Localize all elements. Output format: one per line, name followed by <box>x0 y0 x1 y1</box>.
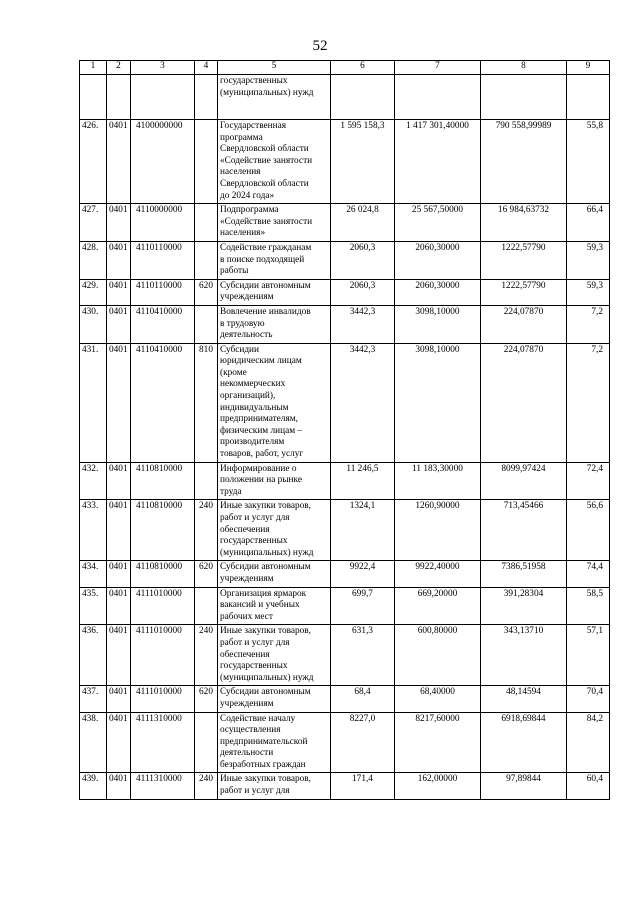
item-name: Содействие началу осуществления предпринимательской деятельности безработных граждан <box>218 712 331 773</box>
item-name: Государственная программа Свердловской области «Содействие занятости населения Свердловской области до 2024 года» <box>218 120 331 204</box>
target-article-code: 4110810000 <box>131 500 195 561</box>
table-cell <box>107 75 131 120</box>
row-number: 433. <box>80 500 107 561</box>
target-article-code: 4110410000 <box>131 343 195 462</box>
planned-amount: 2060,30000 <box>395 241 481 279</box>
execution-percent: 60,4 <box>567 773 610 799</box>
table-row <box>80 500 610 561</box>
expense-type-code: 620 <box>195 561 218 587</box>
target-article-code: 4110410000 <box>131 305 195 343</box>
item-name: Вовлечение инвалидов в трудовую деятельность <box>218 305 331 343</box>
target-article-code: 4110810000 <box>131 561 195 587</box>
page-number: 52 <box>312 38 328 54</box>
approved-amount: 2060,3 <box>331 241 395 279</box>
row-number: 428. <box>80 241 107 279</box>
approved-amount: 1 595 158,3 <box>331 120 395 204</box>
planned-amount: 1 417 301,40000 <box>395 120 481 204</box>
table-cell <box>481 75 567 120</box>
executed-amount: 343,13710 <box>481 625 567 686</box>
executed-amount: 224,07870 <box>481 343 567 462</box>
section-code: 0401 <box>107 204 131 242</box>
table-row <box>80 773 610 799</box>
approved-amount: 68,4 <box>331 686 395 712</box>
target-article-code: 4110810000 <box>131 462 195 500</box>
planned-amount: 3098,10000 <box>395 305 481 343</box>
target-article-code: 4111010000 <box>131 625 195 686</box>
budget-table <box>79 60 610 800</box>
expense-type-code <box>195 204 218 242</box>
section-code: 0401 <box>107 625 131 686</box>
approved-amount: 9922,4 <box>331 561 395 587</box>
executed-amount: 6918,69844 <box>481 712 567 773</box>
approved-amount: 171,4 <box>331 773 395 799</box>
item-name: Иные закупки товаров, работ и услуг для <box>218 773 331 799</box>
target-article-code: 4110110000 <box>131 279 195 305</box>
table-cell <box>195 75 218 120</box>
header-cell: 7 <box>395 61 481 75</box>
item-name: Информирование о положении на рынке труда <box>218 462 331 500</box>
header-cell: 5 <box>218 61 331 75</box>
row-number: 432. <box>80 462 107 500</box>
target-article-code: 4110110000 <box>131 241 195 279</box>
table-row <box>80 241 610 279</box>
planned-amount: 8217,60000 <box>395 712 481 773</box>
header-cell: 2 <box>107 61 131 75</box>
header-cell: 9 <box>567 61 610 75</box>
section-code: 0401 <box>107 305 131 343</box>
execution-percent: 56,6 <box>567 500 610 561</box>
planned-amount: 669,20000 <box>395 587 481 625</box>
target-article-code: 4111010000 <box>131 686 195 712</box>
execution-percent: 59,3 <box>567 241 610 279</box>
approved-amount: 3442,3 <box>331 305 395 343</box>
row-number: 429. <box>80 279 107 305</box>
expense-type-code: 810 <box>195 343 218 462</box>
executed-amount: 48,14594 <box>481 686 567 712</box>
execution-percent: 70,4 <box>567 686 610 712</box>
section-code: 0401 <box>107 712 131 773</box>
approved-amount: 3442,3 <box>331 343 395 462</box>
execution-percent: 72,4 <box>567 462 610 500</box>
table-row <box>80 305 610 343</box>
section-code: 0401 <box>107 561 131 587</box>
expense-type-code <box>195 120 218 204</box>
expense-type-code <box>195 462 218 500</box>
execution-percent: 74,4 <box>567 561 610 587</box>
row-number: 427. <box>80 204 107 242</box>
section-code: 0401 <box>107 120 131 204</box>
executed-amount: 391,28304 <box>481 587 567 625</box>
executed-amount: 7386,51958 <box>481 561 567 587</box>
planned-amount: 9922,40000 <box>395 561 481 587</box>
expense-type-code: 620 <box>195 686 218 712</box>
executed-amount: 97,89844 <box>481 773 567 799</box>
approved-amount: 8227,0 <box>331 712 395 773</box>
header-cell: 6 <box>331 61 395 75</box>
item-name: Субсидии автономным учреждениям <box>218 561 331 587</box>
planned-amount: 3098,10000 <box>395 343 481 462</box>
planned-amount: 2060,30000 <box>395 279 481 305</box>
table-cell <box>331 75 395 120</box>
executed-amount: 224,07870 <box>481 305 567 343</box>
executed-amount: 1222,57790 <box>481 241 567 279</box>
item-name: Субсидии автономным учреждениям <box>218 279 331 305</box>
item-name: Подпрограмма «Содействие занятости населения» <box>218 204 331 242</box>
executed-amount: 713,45466 <box>481 500 567 561</box>
table-row <box>80 120 610 204</box>
planned-amount: 25 567,50000 <box>395 204 481 242</box>
expense-type-code: 620 <box>195 279 218 305</box>
execution-percent: 84,2 <box>567 712 610 773</box>
planned-amount: 68,40000 <box>395 686 481 712</box>
table-cell <box>395 75 481 120</box>
header-cell: 4 <box>195 61 218 75</box>
section-code: 0401 <box>107 773 131 799</box>
approved-amount: 1324,1 <box>331 500 395 561</box>
row-number: 439. <box>80 773 107 799</box>
target-article-code: 4111310000 <box>131 773 195 799</box>
table-row <box>80 686 610 712</box>
target-article-code: 4100000000 <box>131 120 195 204</box>
row-number: 430. <box>80 305 107 343</box>
executed-amount: 16 984,63732 <box>481 204 567 242</box>
table-row <box>80 343 610 462</box>
section-code: 0401 <box>107 686 131 712</box>
section-code: 0401 <box>107 462 131 500</box>
planned-amount: 1260,90000 <box>395 500 481 561</box>
expense-type-code <box>195 587 218 625</box>
execution-percent: 66,4 <box>567 204 610 242</box>
approved-amount: 699,7 <box>331 587 395 625</box>
execution-percent: 7,2 <box>567 305 610 343</box>
header-cell: 8 <box>481 61 567 75</box>
planned-amount: 600,80000 <box>395 625 481 686</box>
expense-type-code <box>195 305 218 343</box>
executed-amount: 790 558,99989 <box>481 120 567 204</box>
expense-type-code: 240 <box>195 625 218 686</box>
target-article-code: 4111010000 <box>131 587 195 625</box>
row-number: 435. <box>80 587 107 625</box>
section-code: 0401 <box>107 500 131 561</box>
executed-amount: 1222,57790 <box>481 279 567 305</box>
table-row <box>80 279 610 305</box>
item-name: Содействие гражданам в поиске подходящей работы <box>218 241 331 279</box>
row-number: 436. <box>80 625 107 686</box>
item-name: Иные закупки товаров, работ и услуг для обеспечения государственных (муниципальных) нужд <box>218 500 331 561</box>
table-row <box>80 204 610 242</box>
expense-type-code: 240 <box>195 500 218 561</box>
planned-amount: 11 183,30000 <box>395 462 481 500</box>
target-article-code: 4111310000 <box>131 712 195 773</box>
execution-percent: 59,3 <box>567 279 610 305</box>
row-number: 426. <box>80 120 107 204</box>
execution-percent: 55,8 <box>567 120 610 204</box>
section-code: 0401 <box>107 587 131 625</box>
approved-amount: 2060,3 <box>331 279 395 305</box>
item-name: Организация ярмарок вакансий и учебных рабочих мест <box>218 587 331 625</box>
continuation-text: государственных (муниципальных) нужд <box>218 75 331 120</box>
header-row <box>80 61 610 75</box>
continuation-row <box>80 75 610 120</box>
execution-percent: 57,1 <box>567 625 610 686</box>
section-code: 0401 <box>107 279 131 305</box>
table-cell <box>567 75 610 120</box>
planned-amount: 162,00000 <box>395 773 481 799</box>
execution-percent: 7,2 <box>567 343 610 462</box>
row-number: 437. <box>80 686 107 712</box>
approved-amount: 631,3 <box>331 625 395 686</box>
executed-amount: 8099,97424 <box>481 462 567 500</box>
approved-amount: 26 024,8 <box>331 204 395 242</box>
table-row <box>80 561 610 587</box>
expense-type-code <box>195 241 218 279</box>
header-cell: 1 <box>80 61 107 75</box>
table-row <box>80 712 610 773</box>
row-number: 431. <box>80 343 107 462</box>
item-name: Субсидии юридическим лицам (кроме некоммерческих организаций), индивидуальным предпринимателям, физическим лицам – производителям товаров, работ, услуг <box>218 343 331 462</box>
table-row <box>80 625 610 686</box>
table-row <box>80 587 610 625</box>
expense-type-code <box>195 712 218 773</box>
section-code: 0401 <box>107 241 131 279</box>
execution-percent: 58,5 <box>567 587 610 625</box>
header-cell: 3 <box>131 61 195 75</box>
row-number: 434. <box>80 561 107 587</box>
table-row <box>80 462 610 500</box>
row-number: 438. <box>80 712 107 773</box>
table-cell <box>131 75 195 120</box>
target-article-code: 4110000000 <box>131 204 195 242</box>
section-code: 0401 <box>107 343 131 462</box>
item-name: Иные закупки товаров, работ и услуг для обеспечения государственных (муниципальных) нужд <box>218 625 331 686</box>
approved-amount: 11 246,5 <box>331 462 395 500</box>
expense-type-code: 240 <box>195 773 218 799</box>
table-cell <box>80 75 107 120</box>
item-name: Субсидии автономным учреждениям <box>218 686 331 712</box>
